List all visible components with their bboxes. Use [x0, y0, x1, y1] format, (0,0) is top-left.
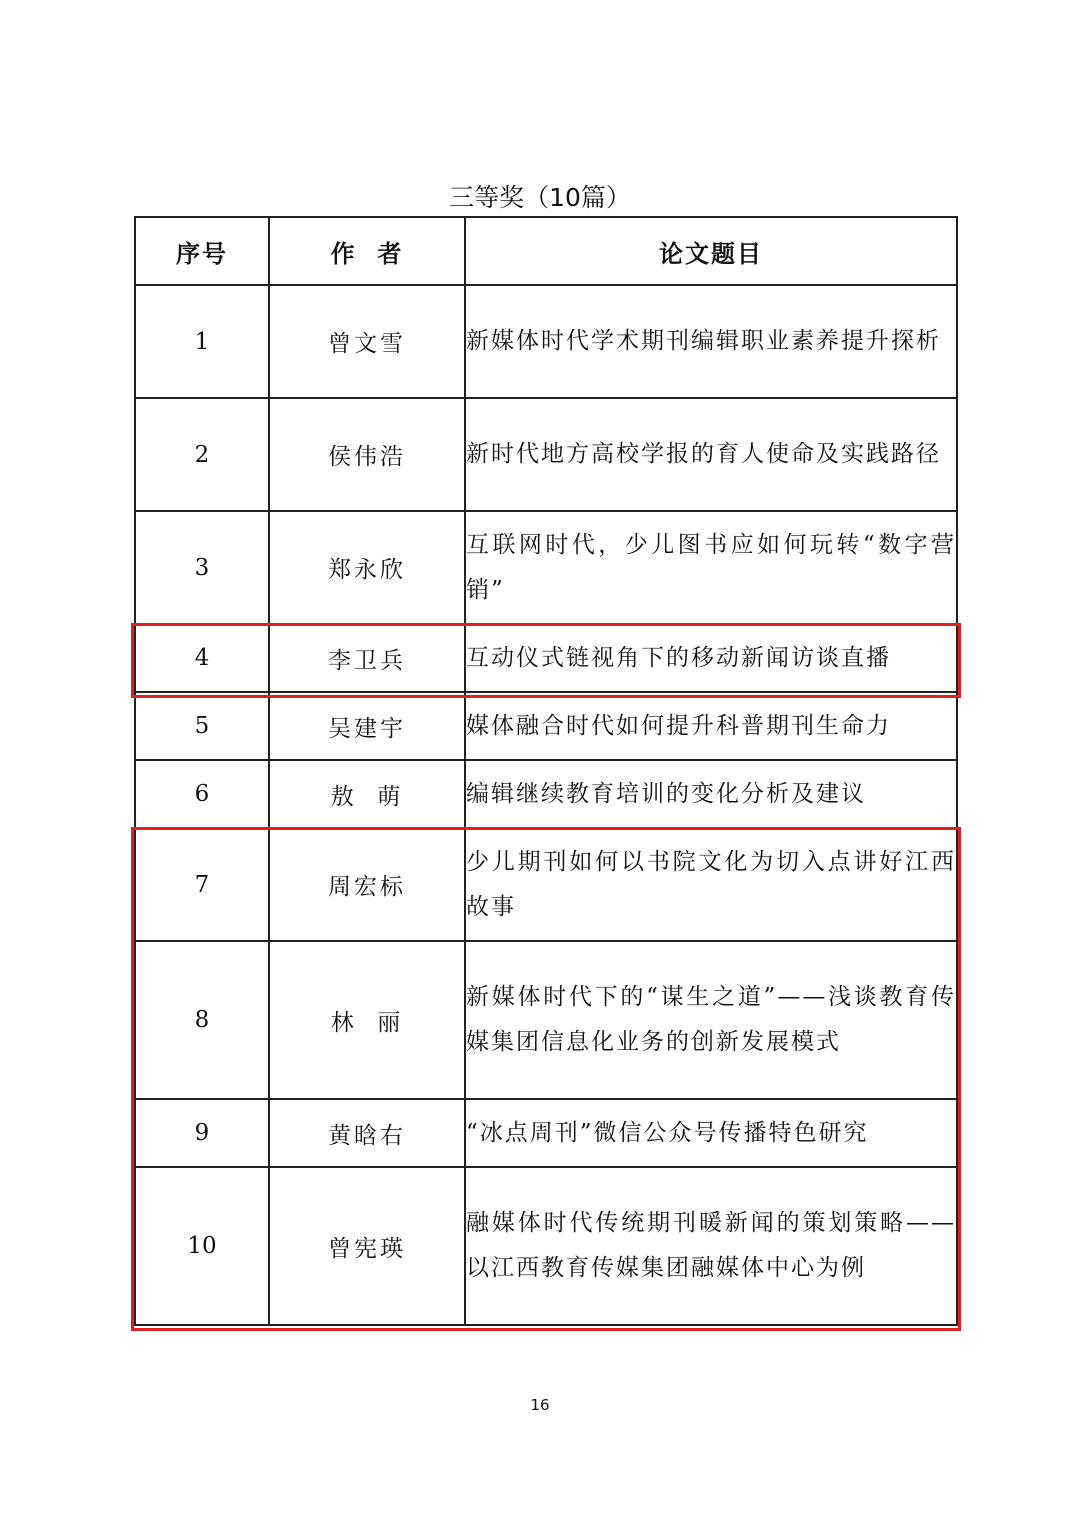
- row-author: 黄晗右: [269, 1099, 465, 1167]
- header-number: 序号: [135, 217, 269, 285]
- row-paper-title: 新时代地方高校学报的育人使命及实践路径: [465, 398, 957, 511]
- table-row: [135, 941, 957, 1099]
- row-author: 侯伟浩: [269, 398, 465, 511]
- row-number: 1: [135, 285, 269, 398]
- row-author: 李卫兵: [269, 624, 465, 692]
- row-paper-title: 新媒体时代学术期刊编辑职业素养提升探析: [465, 285, 957, 398]
- row-author: 林 丽: [269, 941, 465, 1099]
- table-header-row: [135, 217, 957, 285]
- row-paper-title: 少儿期刊如何以书院文化为切入点讲好江西故事: [465, 828, 957, 941]
- row-author: 敖 萌: [269, 760, 465, 828]
- row-author: 周宏标: [269, 828, 465, 941]
- row-author: 吴建宇: [269, 692, 465, 760]
- table-row: [135, 760, 957, 828]
- row-number: 9: [135, 1099, 269, 1167]
- header-paper: 论文题目: [465, 217, 957, 285]
- table-row: [135, 1099, 957, 1167]
- row-author: 郑永欣: [269, 511, 465, 624]
- row-paper-title: 互动仪式链视角下的移动新闻访谈直播: [465, 624, 957, 692]
- row-number: 7: [135, 828, 269, 941]
- row-paper-title: 融媒体时代传统期刊暖新闻的策划策略——以江西教育传媒集团融媒体中心为例: [465, 1167, 957, 1325]
- table-row: [135, 398, 957, 511]
- page-title: 三等奖（10篇）: [449, 183, 631, 212]
- row-author: 曾文雪: [269, 285, 465, 398]
- row-paper-title: 互联网时代，少儿图书应如何玩转“数字营销”: [465, 511, 957, 624]
- table-row: [135, 285, 957, 398]
- row-paper-title: 新媒体时代下的“谋生之道”——浅谈教育传媒集团信息化业务的创新发展模式: [465, 941, 957, 1099]
- row-number: 10: [135, 1167, 269, 1325]
- table-row: [135, 624, 957, 692]
- table-row: [135, 1167, 957, 1325]
- table-row: [135, 828, 957, 941]
- table-row: [135, 692, 957, 760]
- row-number: 8: [135, 941, 269, 1099]
- row-paper-title: 编辑继续教育培训的变化分析及建议: [465, 760, 957, 828]
- row-number: 5: [135, 692, 269, 760]
- row-author: 曾宪瑛: [269, 1167, 465, 1325]
- row-number: 3: [135, 511, 269, 624]
- header-author: 作 者: [269, 217, 465, 285]
- page-number: 16: [530, 1396, 550, 1414]
- row-paper-title: 媒体融合时代如何提升科普期刊生命力: [465, 692, 957, 760]
- table-row: [135, 511, 957, 624]
- row-number: 6: [135, 760, 269, 828]
- row-paper-title: “冰点周刊”微信公众号传播特色研究: [465, 1099, 957, 1167]
- row-number: 4: [135, 624, 269, 692]
- awards-table: [134, 216, 958, 1326]
- row-number: 2: [135, 398, 269, 511]
